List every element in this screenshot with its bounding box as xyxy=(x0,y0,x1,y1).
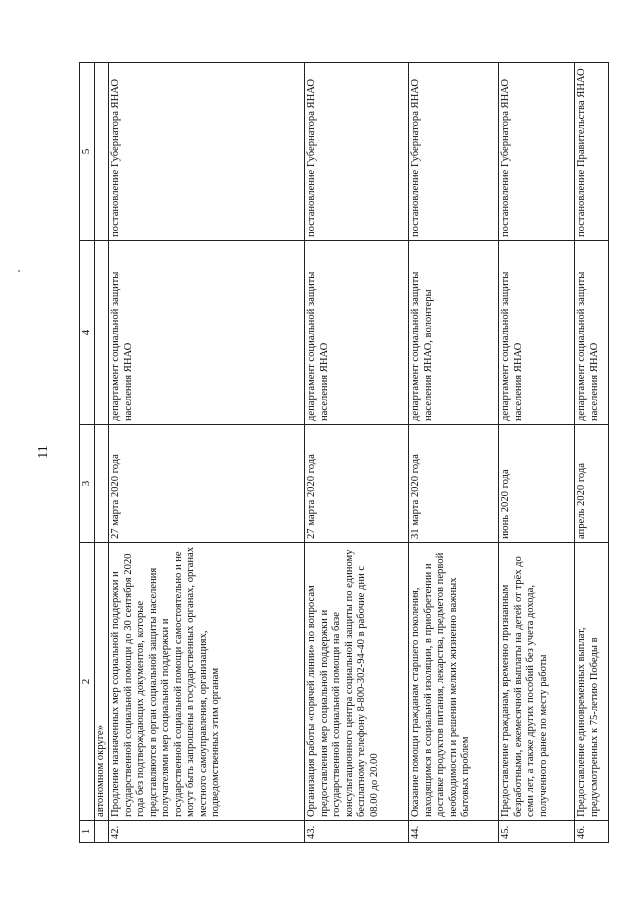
row-number: 42. xyxy=(109,821,305,843)
row-description: Продление назначенных мер социальной поддержки и государственной социальной помощи до 30 сентября 2020 года без подтверждающих документов, которые представляются в орган социальной защиты населения получателями мер социальной поддержки и государственной социальной помощи самостоятельно и не могут быть запрошены в государственных органах, органах местного самоуправления, организациях, подведомственных этим органам xyxy=(109,543,305,821)
table-row xyxy=(409,63,499,843)
header-row xyxy=(80,63,95,843)
table-row xyxy=(575,63,609,843)
row-responsible: департамент социальной защиты населения ЯНАО xyxy=(575,241,609,425)
row-document: постановление Губернатора ЯНАО xyxy=(499,63,575,241)
table-row xyxy=(109,63,305,843)
row-responsible: департамент социальной защиты населения ЯНАО xyxy=(109,241,305,425)
row-date: апрель 2020 года xyxy=(575,425,609,543)
row-date: 31 марта 2020 года xyxy=(409,425,499,543)
page-number: 11 xyxy=(36,445,51,459)
continuation-text: автономном округе» xyxy=(95,543,109,821)
row-document: постановление Губернатора ЯНАО xyxy=(409,63,499,241)
column-header-1: 1 xyxy=(80,821,95,843)
row-description: Организация работы «горячей линии» по вопросам предоставления мер социальной поддержки и государственной социальной помощи на базе консультационного центра социальной защиты по единому бесплатному телефону 8-800-302-94-40 в рабочие дни с 08.00 до 20.00 xyxy=(305,543,409,821)
row-document: постановление Правительства ЯНАО xyxy=(575,63,609,241)
row-date: 27 марта 2020 года xyxy=(305,425,409,543)
table-cell xyxy=(95,821,109,843)
column-header-5: 5 xyxy=(80,63,95,241)
continuation-row xyxy=(95,63,109,843)
row-date: 27 марта 2020 года xyxy=(109,425,305,543)
table-row xyxy=(499,63,575,843)
row-document: постановление Губернатора ЯНАО xyxy=(109,63,305,241)
rotated-table xyxy=(79,63,609,843)
table-row xyxy=(305,63,409,843)
measures-table xyxy=(79,62,609,843)
row-number: 45. xyxy=(499,821,575,843)
column-header-4: 4 xyxy=(80,241,95,425)
row-responsible: департамент социальной защиты населения ЯНАО xyxy=(499,241,575,425)
scan-artifact xyxy=(18,270,20,272)
table-cell xyxy=(95,63,109,241)
row-date: июнь 2020 года xyxy=(499,425,575,543)
row-number: 44. xyxy=(409,821,499,843)
table-container xyxy=(79,63,609,843)
row-number: 46. xyxy=(575,821,609,843)
column-header-2: 2 xyxy=(80,543,95,821)
row-responsible: департамент социальной защиты населения ЯНАО, волонтеры xyxy=(409,241,499,425)
table-cell xyxy=(95,425,109,543)
row-description: Предоставление гражданам, временно признанным безработными, ежемесячной выплаты на детей от трёх до семи лет, а также других пособий без учета дохода, полученного ранее по месту работы xyxy=(499,543,575,821)
row-description: Предоставление единовременных выплат, предусмотренных к 75-летию Победы в xyxy=(575,543,609,821)
row-responsible: департамент социальной защиты населения ЯНАО xyxy=(305,241,409,425)
column-header-3: 3 xyxy=(80,425,95,543)
table-cell xyxy=(95,241,109,425)
row-description: Оказание помощи гражданам старшего поколения, находящимся в социальной изоляции, в приобретении и доставке продуктов питания, лекарства, предметов первой необходимости и решении мелких жизненно важных бытовых проблем xyxy=(409,543,499,821)
row-number: 43. xyxy=(305,821,409,843)
row-document: постановление Губернатора ЯНАО xyxy=(305,63,409,241)
